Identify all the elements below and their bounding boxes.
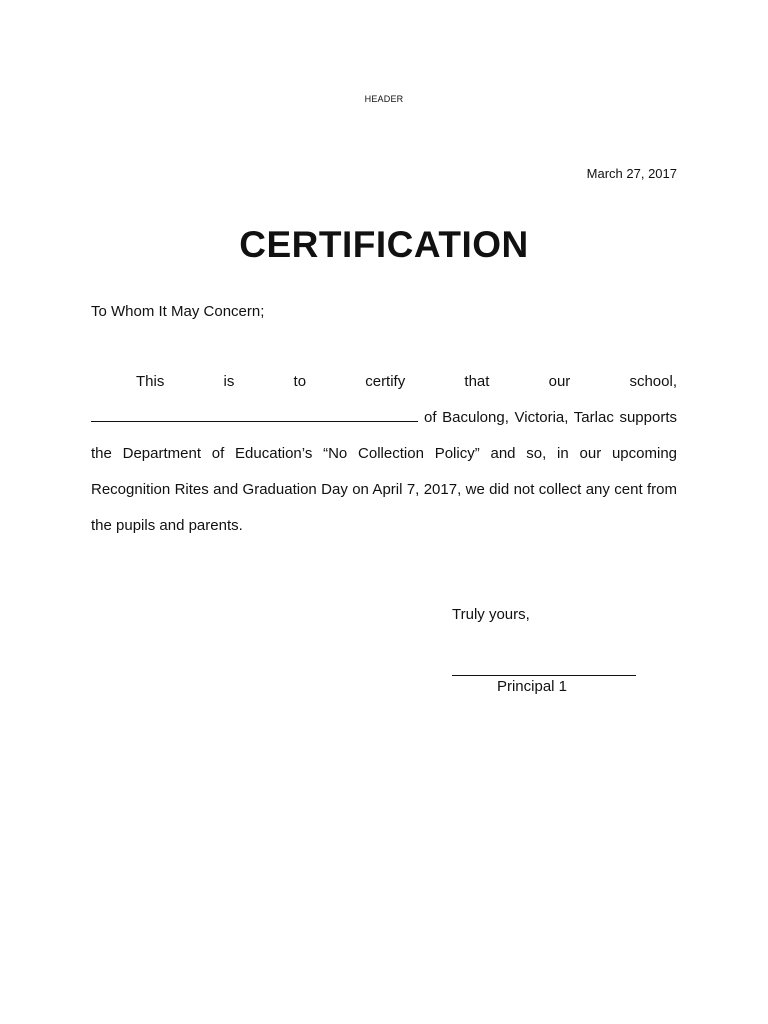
signatory-title: Principal 1 — [496, 678, 568, 695]
closing: Truly yours, — [452, 606, 530, 623]
signature-line — [452, 675, 636, 676]
body-continuation: of Baculong, Victoria, Tarlac supports the Department of Education’s “No Collection Policy” and so, in our upcoming Recognition Rites and Graduation Day on April 7, 2017, we did not collect any cent from the pupils and parents. — [91, 409, 677, 534]
document-date: March 27, 2017 — [586, 166, 677, 181]
body-intro: This is to certify that our school, — [136, 373, 677, 390]
body-paragraph — [91, 364, 677, 544]
school-name-blank — [91, 407, 418, 422]
page-header: HEADER — [364, 94, 404, 104]
salutation: To Whom It May Concern; — [91, 303, 265, 320]
document-title: CERTIFICATION — [239, 224, 529, 265]
